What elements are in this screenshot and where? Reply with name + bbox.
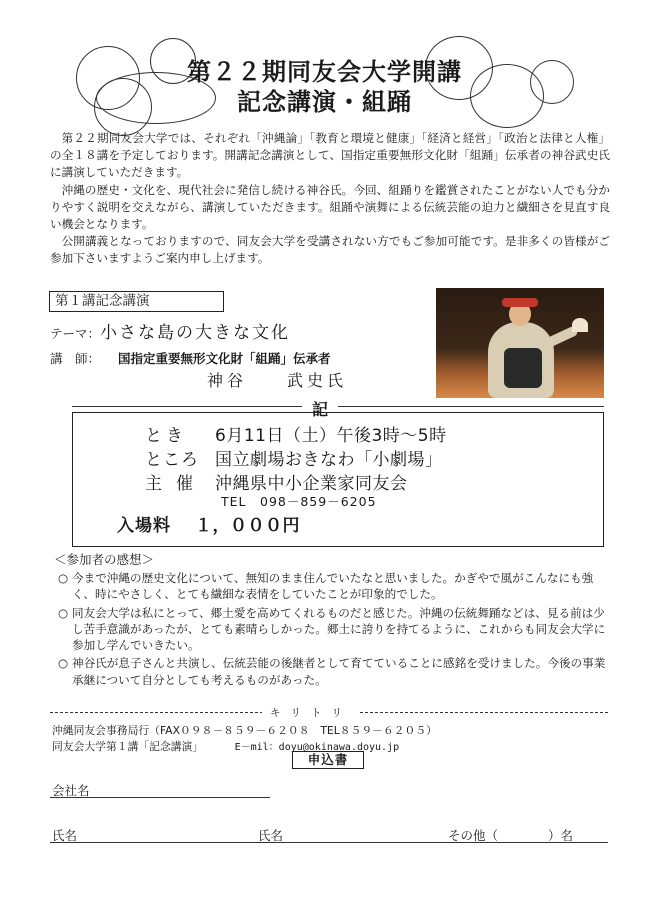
theme-value: 小さな島の大きな文化	[100, 323, 291, 343]
opinions-title: ＜参加者の感想＞	[54, 552, 155, 567]
detail-fee-value: １，０００円	[195, 516, 300, 536]
opinion-item	[58, 605, 610, 654]
speaker-title: 国指定重要無形文化財「組踊」伝承者	[118, 351, 331, 366]
other-count-label: その他（ ）名	[448, 828, 574, 843]
detail-fee	[117, 511, 300, 536]
detail-tel: TEL 098－859－6205	[221, 494, 377, 509]
company-field[interactable]	[50, 797, 270, 798]
dancer-fan	[572, 318, 588, 332]
opinions-list	[58, 570, 610, 690]
detail-host	[145, 469, 408, 494]
intro-text	[50, 130, 610, 268]
opinion-item	[58, 655, 610, 688]
contact-fax-tel: 沖縄同友会事務局行（FAX０９８－８５９－６２０８ TEL８５９－６２０５）	[52, 724, 437, 737]
detail-place	[145, 445, 443, 470]
circle-bullet-icon: ○	[58, 605, 69, 620]
detail-place-value: 国立劇場おきなわ「小劇場」	[215, 450, 443, 470]
theme-label: テーマ：	[50, 326, 101, 341]
theme-row	[50, 318, 290, 343]
speaker-name: 神谷 武史氏	[207, 371, 348, 390]
opinion-item	[58, 570, 610, 603]
lecture-heading: 第１講記念講演	[49, 291, 224, 312]
event-details-box	[72, 412, 604, 547]
contact-email: E－mil：doyu@okinawa.doyu.jp	[234, 742, 400, 753]
circle-bullet-icon: ○	[58, 571, 69, 585]
opinion-text: 今まで沖縄の歴史文化について、無知のまま住んでいたなと思いました。かぎやで風がこんなにも強く、時にやさしく、とても繊細な表情をしていたことが印象的でした。	[72, 571, 594, 602]
detail-time-value: 6月11日（土）午後3時～5時	[215, 426, 447, 446]
company-label: 会社名	[52, 783, 90, 798]
intro-paragraph-2: 沖縄の歴史・文化を、現代社会に発信し続ける神谷氏。今回、組踊りを鑑賞されたことがない人でも分かりやすく説明を交えながら、講演していただきます。組踊や演舞による伝統芸能の迫力と繊細さを見直す良い機会となります。	[50, 182, 610, 232]
detail-host-value: 沖縄県中小企業家同友会	[215, 474, 408, 494]
name-fields[interactable]	[50, 842, 608, 843]
intro-paragraph-3: 公開講義となっておりますので、同友会大学を受講されない方でもご参加可能です。是非多くの皆様がご参加下さいますようご案内申し上げます。	[50, 234, 610, 266]
dancer-costume-pattern	[504, 348, 542, 388]
detail-fee-label: 入場料	[117, 516, 171, 536]
opinion-text: 同友会大学は私にとって、郷土愛を高めてくれるものだと感じた。沖縄の伝統舞踊などは、見る前は少し苦手意識があったが、とても素晴らしかった。郷土に誇りを持てるように、これからも同友会大学に参加し学んでいきたい。	[72, 605, 606, 653]
ki-rule-left	[72, 406, 302, 407]
application-form-title: 申込書	[292, 751, 364, 769]
name-label-2: 氏名	[258, 828, 284, 843]
speaker-label: 講 師：	[50, 351, 101, 366]
opinion-text: 神谷氏が息子さんと共演し、伝統芸能の後継者として育てていることに感銘を受けました。今後の事業承継について自分としても考えるものがあった。	[72, 656, 606, 687]
page-title-line2: 記念講演・組踊	[237, 87, 412, 116]
page-title-line1: 第２２期同友会大学開講	[187, 57, 462, 86]
name-label-1: 氏名	[52, 828, 78, 843]
intro-paragraph-1: 第２２期同友会大学では、それぞれ「沖縄論」「教育と環境と健康」「経済と経営」「政治と法律と人権」の全１８講を予定しております。開講記念講演として、国指定重要無形文化財「組踊」伝承者の神谷武史氏に講演していただきます。	[50, 131, 610, 180]
ki-rule-right	[338, 406, 604, 407]
dancer-headband	[502, 298, 538, 307]
detail-time	[145, 421, 447, 446]
contact-course-name: 同友会大学第１講「記念講演」	[52, 740, 204, 753]
performer-photo	[436, 288, 604, 398]
detail-place-label: ところ	[145, 450, 199, 470]
detail-host-label: 主催	[145, 474, 207, 494]
cut-label: キリトリ	[262, 705, 360, 720]
speaker-row	[50, 349, 331, 367]
circle-bullet-icon: ○	[58, 656, 69, 671]
detail-time-label: とき	[145, 426, 187, 446]
ki-label: 記	[312, 400, 329, 419]
